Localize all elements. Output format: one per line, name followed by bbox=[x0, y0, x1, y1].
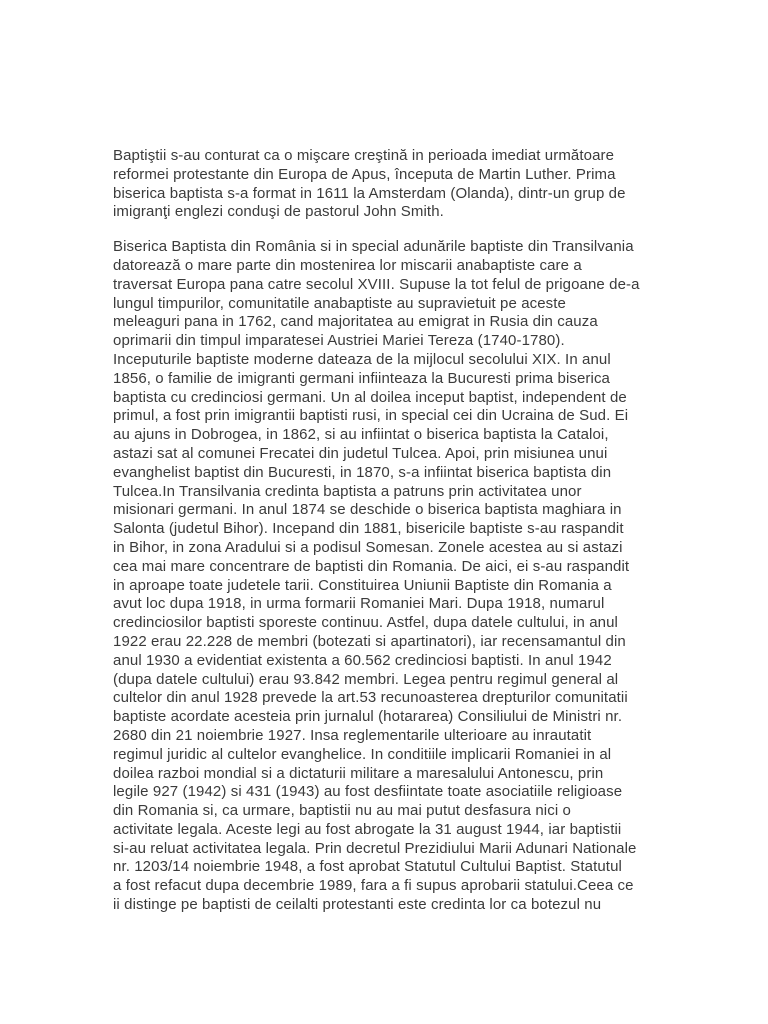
text-line: Tulcea.In Transilvania credinta baptista a patruns prin activitatea unor bbox=[113, 482, 582, 500]
text-line: biserica baptista s-a format in 1611 la Amsterdam (Olanda), dintr-un grup de bbox=[113, 184, 626, 202]
text-line: baptiste acordate acesteia prin jurnalul (hotararea) Consiliului de Ministri nr. bbox=[113, 708, 623, 726]
text-line: cea mai mare concentrare de baptisti din Romania. De aici, ei s-au raspandit bbox=[113, 557, 630, 575]
text-line: Inceputurile baptiste moderne dateaza de la mijlocul secolului XIX. In anul bbox=[113, 350, 611, 368]
text-line: datorează o mare parte din mostenirea lor miscarii anabaptiste care a bbox=[113, 256, 582, 274]
text-line: (dupa datele cultului) erau 93.842 membri. Legea pentru regimul general al bbox=[113, 670, 619, 688]
text-line: oprimarii din timpul imparatesei Austriei Mariei Tereza (1740-1780). bbox=[113, 332, 565, 350]
text-line: 1922 erau 22.228 de membri (botezati si apartinatori), iar recensamantul din bbox=[113, 632, 626, 650]
text-line: din Romania si, ca urmare, baptistii nu au mai putut desfasura nici o bbox=[113, 802, 571, 820]
text-line: credinciosilor baptisti sporeste continuu. Astfel, dupa datele cultului, in anul bbox=[113, 614, 618, 632]
document-page bbox=[113, 147, 659, 931]
text-line: cultelor din anul 1928 prevede la art.53 recunoasterea drepturilor comunitatii bbox=[113, 689, 628, 707]
text-line: doilea razboi mondial si a dictaturii militare a maresalului Antonescu, prin bbox=[113, 764, 604, 782]
text-line: meleaguri pana in 1762, cand majoritatea au emigrat in Rusia din cauza bbox=[113, 313, 598, 331]
text-line: in aproape toate judetele tarii. Constituirea Uniunii Baptiste din Romania a bbox=[113, 576, 612, 594]
text-line: 2680 din 21 noiembrie 1927. Insa reglementarile ulterioare au inrautatit bbox=[113, 726, 592, 744]
text-line: astazi sat al comunei Frecatei din judetul Tulcea. Apoi, prin misiunea unui bbox=[113, 444, 608, 462]
text-line: traversat Europa pana catre secolul XVIII. Supuse la tot felul de prigoane de-a bbox=[113, 275, 640, 293]
paragraph-intro bbox=[113, 147, 659, 222]
text-line: si-au reluat activitatea legala. Prin decretul Prezidiului Marii Adunari Nationale bbox=[113, 839, 637, 857]
text-line: au ajuns in Dobrogea, in 1862, si au infiintat o biserica baptista la Cataloi, bbox=[113, 426, 609, 444]
text-line: Salonta (judetul Bihor). Incepand din 1881, bisericile baptiste s-au raspandit bbox=[113, 520, 624, 538]
text-line: in Bihor, in zona Aradului si a podisul Somesan. Zonele acestea au si astazi bbox=[113, 538, 623, 556]
text-line: 1856, o familie de imigranti germani infiinteaza la Bucuresti prima biserica bbox=[113, 369, 610, 387]
text-line: activitate legala. Aceste legi au fost abrogate la 31 august 1944, iar baptistii bbox=[113, 820, 622, 838]
text-line: avut loc dupa 1918, in urma formarii Romaniei Mari. Dupa 1918, numarul bbox=[113, 595, 605, 613]
text-line: primul, a fost prin imigrantii baptisti rusi, in special cei din Ucraina de Sud. Ei bbox=[113, 407, 629, 425]
text-line: Biserica Baptista din România si in special adunările baptiste din Transilvania bbox=[113, 238, 634, 256]
text-line: baptista cu credinciosi germani. Un al doilea inceput baptist, independent de bbox=[113, 388, 627, 406]
text-line: anul 1930 a evidentiat existenta a 60.562 credinciosi baptisti. In anul 1942 bbox=[113, 651, 612, 669]
text-line: Baptiştii s-au conturat ca o mişcare creştină in perioada imediat următoare bbox=[113, 147, 615, 164]
text-line: lungul timpurilor, comunitatile anabaptiste au supravietuit pe aceste bbox=[113, 294, 566, 312]
text-line: ii distinge pe baptisti de ceilalti protestanti este credinta lor ca botezul nu bbox=[113, 896, 602, 914]
paragraph-history bbox=[113, 238, 659, 915]
text-line: evanghelist baptist din Bucuresti, in 1870, s-a infiintat biserica baptista din bbox=[113, 463, 612, 481]
text-line: misionari germani. In anul 1874 se deschide o biserica baptista maghiara in bbox=[113, 501, 622, 519]
text-line: reformei protestante din Europa de Apus, începuta de Martin Luther. Prima bbox=[113, 165, 616, 183]
text-line: a fost refacut dupa decembrie 1989, fara a fi supus aprobarii statului.Ceea ce bbox=[113, 877, 634, 895]
text-line: imigranţi englezi conduşi de pastorul John Smith. bbox=[113, 203, 444, 221]
text-line: nr. 1203/14 noiembrie 1948, a fost aprobat Statutul Cultului Baptist. Statutul bbox=[113, 858, 622, 876]
text-line: legile 927 (1942) si 431 (1943) au fost desfiintate toate asociatiile religioase bbox=[113, 783, 623, 801]
text-line: regimul juridic al cultelor evanghelice. In conditiile implicarii Romaniei in al bbox=[113, 745, 612, 763]
